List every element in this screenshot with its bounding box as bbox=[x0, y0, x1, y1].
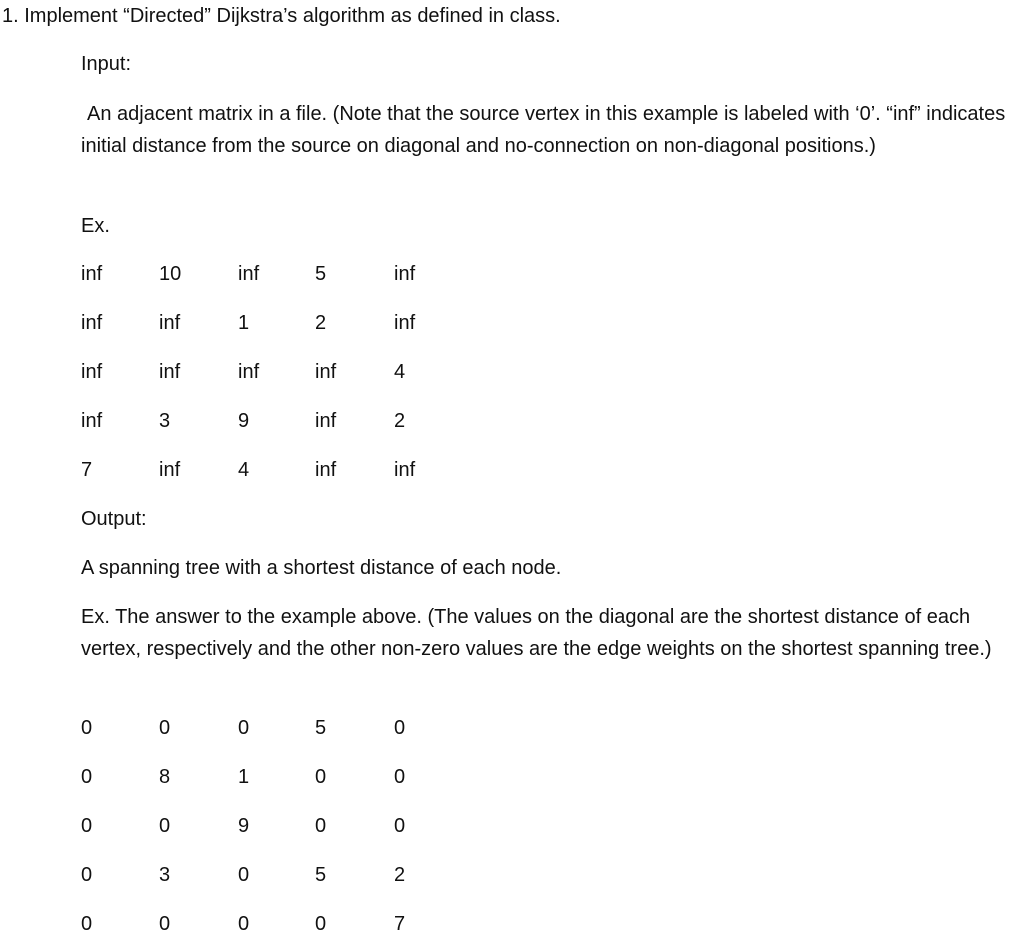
matrix-cell: 5 bbox=[315, 864, 327, 886]
matrix-cell: 0 bbox=[238, 913, 250, 935]
matrix-cell: 0 bbox=[81, 815, 93, 837]
matrix-cell: 0 bbox=[394, 815, 406, 837]
output-matrix-row bbox=[0, 863, 1024, 887]
matrix-cell: 0 bbox=[238, 717, 250, 739]
matrix-cell: 0 bbox=[81, 864, 93, 886]
matrix-cell: 8 bbox=[159, 766, 171, 788]
matrix-cell: inf bbox=[238, 263, 260, 285]
input-label: Input: bbox=[81, 53, 132, 75]
matrix-cell: 1 bbox=[238, 312, 250, 334]
matrix-cell: 0 bbox=[238, 864, 250, 886]
matrix-cell: inf bbox=[315, 361, 337, 383]
matrix-cell: 0 bbox=[315, 913, 327, 935]
input-description: An adjacent matrix in a file. (Note that the source vertex in this example is labeled with ‘0’. “inf” indicates initial distance from the source on diagonal and no-connection on non-diagonal positions.) bbox=[81, 103, 1006, 157]
matrix-cell: inf bbox=[159, 459, 181, 481]
matrix-cell: 0 bbox=[159, 717, 171, 739]
input-matrix-row bbox=[0, 360, 1024, 384]
matrix-cell: 2 bbox=[394, 410, 406, 432]
answer-description: Ex. The answer to the example above. (The values on the diagonal are the shortest distance of each vertex, respectively and the other non-zero values are the edge weights on the shortest spanning tree.) bbox=[81, 606, 992, 660]
matrix-cell: 0 bbox=[394, 717, 406, 739]
matrix-cell: 0 bbox=[159, 913, 171, 935]
output-matrix-row bbox=[0, 716, 1024, 740]
matrix-cell: 3 bbox=[159, 410, 171, 432]
matrix-cell: 5 bbox=[315, 263, 327, 285]
matrix-cell: 1 bbox=[238, 766, 250, 788]
input-matrix-row bbox=[0, 311, 1024, 335]
matrix-cell: 9 bbox=[238, 410, 250, 432]
matrix-cell: 0 bbox=[315, 766, 327, 788]
matrix-cell: inf bbox=[394, 263, 416, 285]
matrix-cell: 3 bbox=[159, 864, 171, 886]
matrix-cell: inf bbox=[238, 361, 260, 383]
matrix-cell: 0 bbox=[394, 766, 406, 788]
matrix-cell: inf bbox=[81, 410, 103, 432]
matrix-cell: 7 bbox=[394, 913, 406, 935]
output-matrix-row bbox=[0, 814, 1024, 838]
output-matrix-row bbox=[0, 765, 1024, 789]
matrix-cell: inf bbox=[315, 459, 337, 481]
matrix-cell: inf bbox=[394, 312, 416, 334]
matrix-cell: 7 bbox=[81, 459, 93, 481]
matrix-cell: inf bbox=[159, 312, 181, 334]
matrix-cell: 0 bbox=[81, 766, 93, 788]
matrix-cell: 0 bbox=[81, 913, 93, 935]
matrix-cell: 9 bbox=[238, 815, 250, 837]
matrix-cell: inf bbox=[81, 361, 103, 383]
matrix-cell: inf bbox=[394, 459, 416, 481]
input-matrix-row bbox=[0, 262, 1024, 286]
matrix-cell: 2 bbox=[315, 312, 327, 334]
matrix-cell: 0 bbox=[315, 815, 327, 837]
matrix-cell: 0 bbox=[159, 815, 171, 837]
matrix-cell: 2 bbox=[394, 864, 406, 886]
matrix-cell: 4 bbox=[238, 459, 250, 481]
problem-heading: 1. Implement “Directed” Dijkstra’s algorithm as defined in class. bbox=[2, 5, 561, 27]
example-label: Ex. bbox=[81, 215, 110, 237]
matrix-cell: inf bbox=[159, 361, 181, 383]
matrix-cell: 0 bbox=[81, 717, 93, 739]
output-label: Output: bbox=[81, 508, 147, 530]
matrix-cell: 4 bbox=[394, 361, 406, 383]
input-matrix-row bbox=[0, 458, 1024, 482]
output-description: A spanning tree with a shortest distance of each node. bbox=[81, 557, 562, 579]
matrix-cell: inf bbox=[81, 312, 103, 334]
matrix-cell: inf bbox=[315, 410, 337, 432]
input-matrix-row bbox=[0, 409, 1024, 433]
matrix-cell: 5 bbox=[315, 717, 327, 739]
output-matrix-row bbox=[0, 912, 1024, 936]
matrix-cell: 10 bbox=[159, 263, 182, 285]
matrix-cell: inf bbox=[81, 263, 103, 285]
